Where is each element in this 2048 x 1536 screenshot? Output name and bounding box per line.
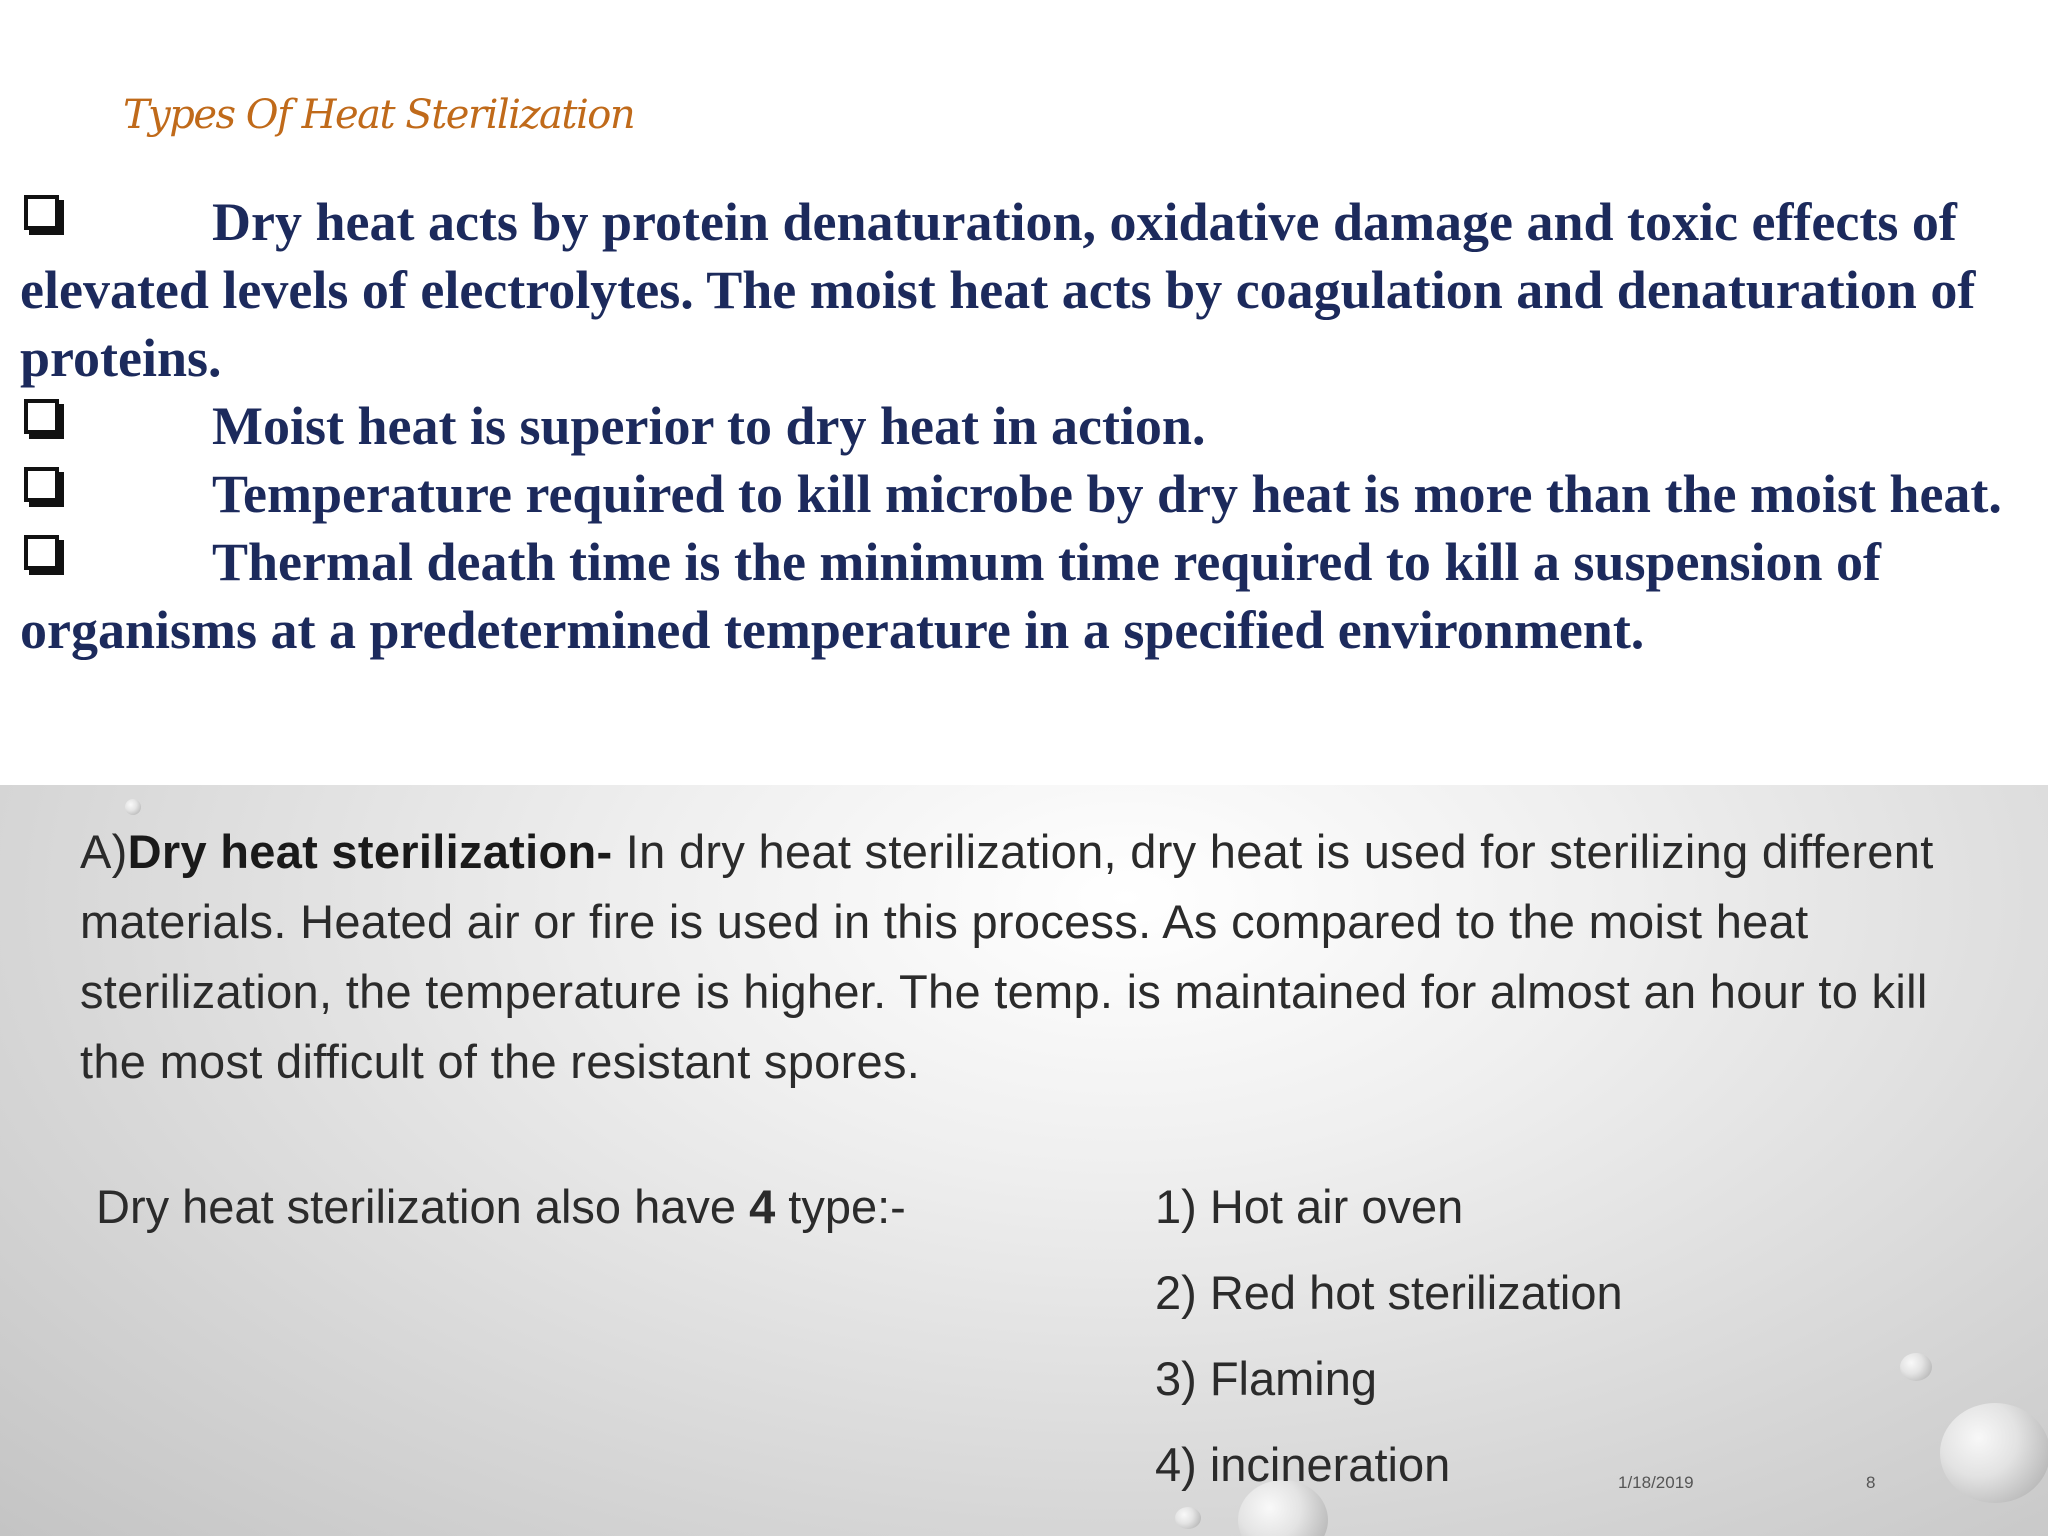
dry-heat-types-intro: Dry heat sterilization also have 4 type:- (96, 1180, 906, 1233)
water-drop-decoration (1175, 1507, 1201, 1529)
checkbox-square-icon (24, 399, 59, 434)
checkbox-square-icon (24, 467, 59, 502)
type-item: 2) Red hot sterilization (1155, 1266, 1623, 1319)
water-drop-decoration (1940, 1403, 2048, 1503)
section-prefix: A) (80, 825, 128, 878)
checkbox-square-icon (24, 195, 59, 230)
embedded-slide-image (0, 785, 2048, 1536)
section-paragraph: In dry heat sterilization, dry heat is used for sterilizing different materials. Heated air or fire is used in this process. As compared to the moist heat sterilization, the temperature is higher. The temp. is maintained for almost an hour to kill the most difficult of the resistant spores. (80, 825, 1934, 1088)
bullet-item (20, 460, 2030, 528)
water-drop-decoration (1900, 1353, 1932, 1381)
dry-heat-description (80, 817, 2000, 1097)
slide-date: 1/18/2019 (1618, 1473, 1694, 1492)
bullet-item (20, 188, 2030, 392)
water-drop-decoration (125, 799, 141, 815)
slide-page-number: 8 (1866, 1473, 1876, 1492)
bullet-text: Temperature required to kill microbe by dry heat is more than the moist heat. (212, 464, 2002, 524)
bullet-list (20, 188, 2030, 664)
checkbox-square-icon (24, 535, 59, 570)
slide-title: Types Of Heat Sterilization (123, 92, 635, 138)
type-item: 3) Flaming (1155, 1352, 1378, 1405)
bullet-text: Dry heat acts by protein denaturation, oxidative damage and toxic effects of elevated levels of electrolytes. The moist heat acts by coagulation and denaturation of proteins. (20, 192, 1976, 388)
section-heading: Dry heat sterilization- (127, 825, 613, 878)
bullet-text: Moist heat is superior to dry heat in action. (212, 396, 1206, 456)
bullet-text: Thermal death time is the minimum time required to kill a suspension of organisms at a predetermined temperature in a specified environment. (20, 532, 1882, 660)
bullet-item (20, 392, 2030, 460)
type-item: 4) incineration (1155, 1438, 1451, 1491)
type-item: 1) Hot air oven (1155, 1180, 1464, 1233)
bullet-item (20, 528, 2030, 664)
types-count: 4 (749, 1180, 776, 1233)
